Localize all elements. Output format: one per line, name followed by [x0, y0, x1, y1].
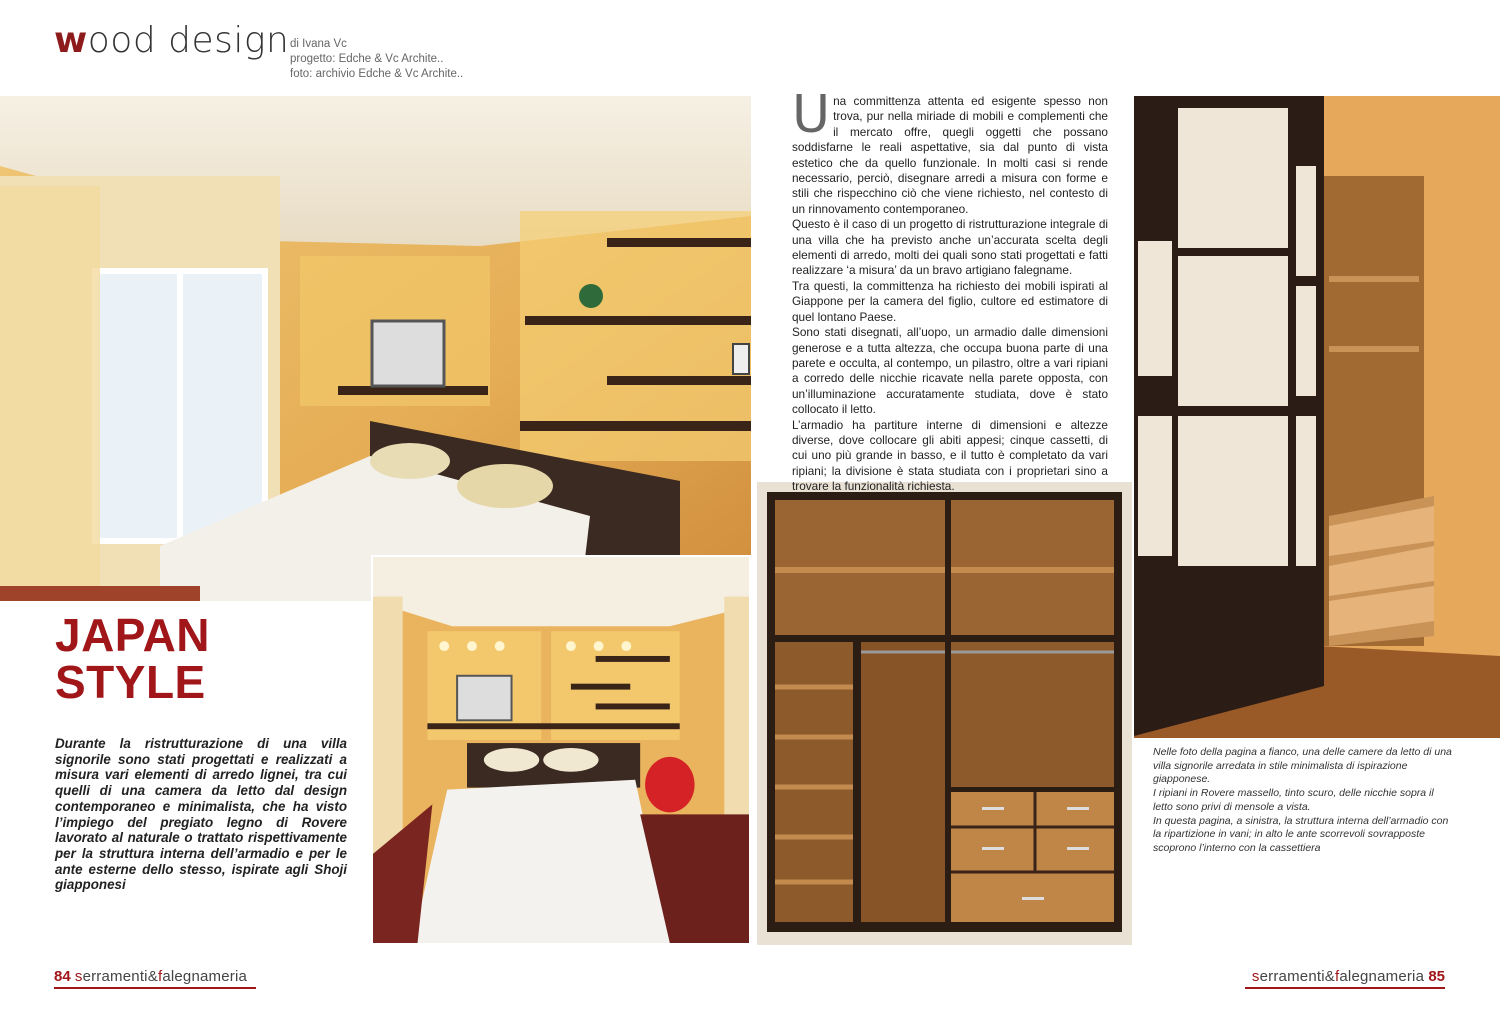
credit-photo: foto: archivio Edche & Vc Archite.. [290, 68, 464, 80]
bedroom-photo-small [371, 555, 751, 945]
drop-cap: U [792, 85, 831, 145]
page-number-right: 85 [1428, 968, 1445, 985]
wardrobe-interior-photo [757, 482, 1132, 945]
caption-line: Nelle foto della pagina a fianco, una delle camere da letto di una villa signorile arredata in stile minimalista di ispirazione giapponese. [1153, 746, 1452, 786]
body-paragraph: Sono stati disegnati, all’uopo, un armadio dalle dimensioni generose e a tutta altezza, che occupa buona parte di una parete e occulta, al contempo, un pilastro, oltre a vari ripiani a corredo delle nicchie ricavate nella parete opposta, con un’illuminazione accuratamente studiata, dove è stato collocato il letto. [792, 325, 1108, 417]
credits [290, 37, 463, 82]
body-paragraph: Una committenza attenta ed esigente spesso non trova, pur nella miriade di mobili e complementi che il mercato offre, quegli oggetti che possano soddisfarne le reali aspettative, sia dal punto di vista estetico che da quello funzionale. In molti casi si rende necessario, perciò, disegnare arredi a misura con forme e stili che rispecchino ciò che viene richiesto, nel contesto di un rinnovamento contemporaneo. [792, 85, 1108, 216]
section-title: wood design [54, 20, 290, 61]
article-intro: Durante la ristrutturazione di una villa signorile sono stati progettati e realizzati a misura vari elementi di arredo lignei, tra cui quelli di una camera da letto dal design contemporaneo e minimalista, che ha visto l’impiego del pregiato legno di Rovere lavorato al naturale o trattato rispettivamente per la struttura interna dell’armadio e per le ante esterne dello stesso, ispirate agli Shoji giapponesi [55, 736, 347, 893]
title-line-2: STYLE [55, 656, 206, 708]
credit-project: progetto: Edche & Vc Archite.. [290, 53, 444, 65]
title-line-1: JAPAN [55, 609, 211, 661]
caption-line: I ripiani in Rovere massello, tinto scuro, delle nicchie sopra il letto sono privi di mensole a vista. [1153, 787, 1434, 813]
body-paragraph: Tra questi, la committenza ha richiesto dei mobili ispirati al Giappone per la camera del figlio, cultore ed estimatore di quel lontano Paese. [792, 278, 1108, 324]
article-title [55, 609, 211, 708]
caption-line: In questa pagina, a sinistra, la struttura interna dell’armadio con la ripartizione in vani; in alto le ante scorrevoli sovrapposte scoprono l’interno con la cassettiera [1153, 814, 1449, 854]
body-paragraph: Questo è il caso di un progetto di ristrutturazione integrale di una villa che ha previsto anche un’accurata scelta degli elementi di arredo, molti dei quali sono stati progettati e fatti realizzare ‘a misura’ da un bravo artigiano falegname. [792, 217, 1108, 278]
footer-left [54, 968, 256, 989]
footer-right [1245, 968, 1445, 989]
page-number-left: 84 [54, 968, 71, 985]
credit-author: di Ivana Vc [290, 38, 347, 50]
bedroom-photo-large [0, 96, 751, 601]
magazine-name-left: serramenti&falegnameria [74, 968, 248, 985]
magazine-name-right: serramenti&falegnameria [1251, 968, 1425, 985]
photo-caption [1153, 746, 1453, 856]
wardrobe-shoji-photo [1134, 96, 1500, 738]
body-paragraph: L’armadio ha partiture interne di dimensioni e altezze diverse, dove collocare gli abiti appesi; cinque cassetti, di cui uno più grande in basso, e il tutto è completato da vari ripiani; la divisione è stata studiata con i proprietari sino a trovare la funzionalità richiesta. [792, 417, 1108, 494]
article-body [792, 85, 1108, 495]
